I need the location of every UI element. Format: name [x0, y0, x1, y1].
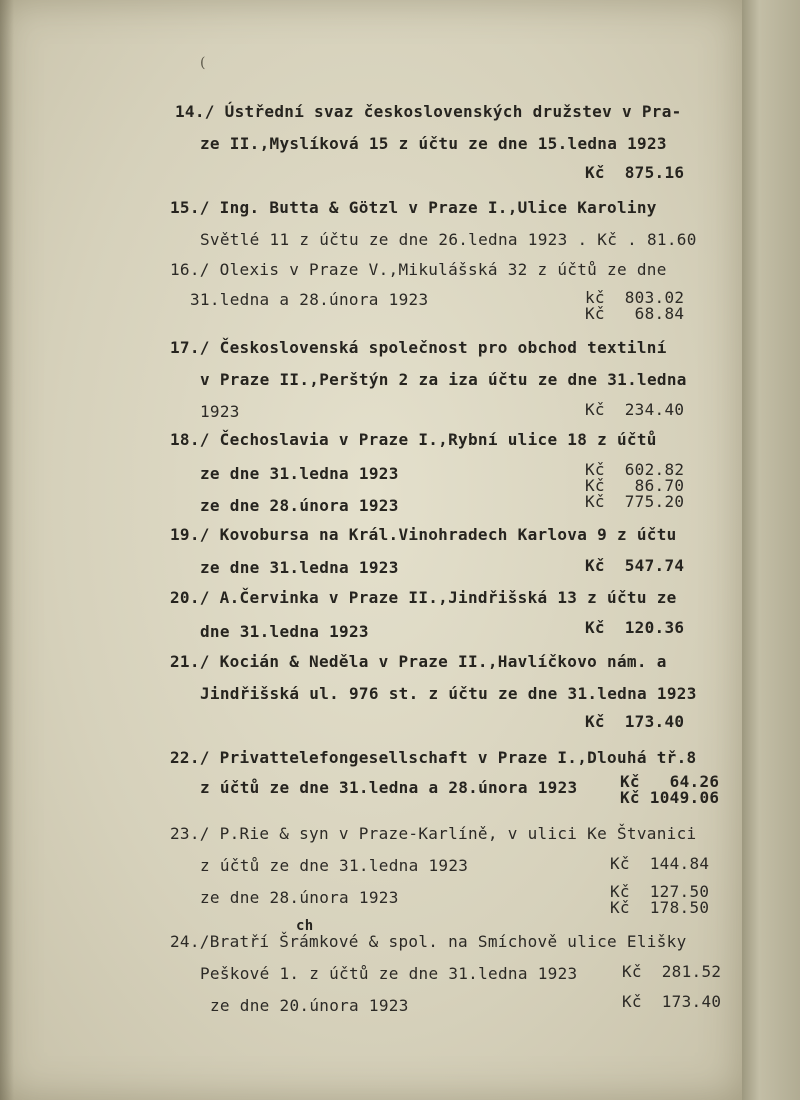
entry-21-line-2: Jindřišská ul. 976 st. z účtu ze dne 31.ledna 1923: [200, 684, 697, 703]
entry-15-line-1: 15./ Ing. Butta & Götzl v Praze I.,Ulice Karoliny: [170, 198, 657, 217]
entry-17-line-2: v Praze II.,Perštýn 2 za iza účtu ze dne 31.ledna: [200, 370, 687, 389]
page-left-shadow: [0, 0, 14, 1100]
entry-14-amount: Kč 875.16: [585, 163, 685, 182]
entry-19-amount: Kč 547.74: [585, 556, 685, 575]
entry-21-amount: Kč 173.40: [585, 712, 685, 731]
entry-24-line-1: 24./Bratří Šrámkové & spol. na Smíchově ulice Elišky: [170, 932, 687, 951]
entry-21-line-1: 21./ Kocián & Neděla v Praze II.,Havlíčkovo nám. a: [170, 652, 667, 671]
entry-16-amount-1: kč 803.02: [585, 288, 685, 307]
entry-18-line-1: 18./ Čechoslavia v Praze I.,Rybní ulice 18 z účtů: [170, 430, 657, 449]
entry-18-amount-2: Kč 86.70: [585, 476, 685, 495]
entry-15-line-2: Světlé 11 z účtu ze dne 26.ledna 1923 . Kč . 81.60: [200, 230, 697, 249]
entry-23-line-3: ze dne 28.února 1923: [200, 888, 399, 907]
entry-16-line-1: 16./ Olexis v Praze V.,Mikulášská 32 z účtů ze dne: [170, 260, 667, 279]
entry-19-line-2: ze dne 31.ledna 1923: [200, 558, 399, 577]
entry-23-amount-3: Kč 178.50: [610, 898, 710, 917]
entry-23-line-2: z účtů ze dne 31.ledna 1923: [200, 856, 469, 875]
entry-18-line-3: ze dne 28.února 1923: [200, 496, 399, 515]
page-mark: (: [200, 55, 206, 71]
entry-24-line-3: ze dne 20.února 1923: [210, 996, 409, 1015]
entry-24-amount-1: Kč 281.52: [622, 962, 722, 981]
entry-23-amount-1: Kč 144.84: [610, 854, 710, 873]
entry-14-line-2: ze II.,Myslíková 15 z účtu ze dne 15.ledna 1923: [200, 134, 667, 153]
entry-19-line-1: 19./ Kovobursa na Král.Vinohradech Karlova 9 z účtu: [170, 525, 677, 544]
entry-20-amount: Kč 120.36: [585, 618, 685, 637]
entry-23-amount-2: Kč 127.50: [610, 882, 710, 901]
entry-18-amount-3: Kč 775.20: [585, 492, 685, 511]
entry-20-line-1: 20./ A.Červinka v Praze II.,Jindřišská 13 z účtu ze: [170, 588, 677, 607]
entry-22-amount-1: Kč 64.26: [620, 772, 720, 791]
entry-24-superscript: ch: [296, 918, 314, 934]
entry-17-line-1: 17./ Československá společnost pro obchod textilní: [170, 338, 667, 357]
entry-22-line-2: z účtů ze dne 31.ledna a 28.února 1923: [200, 778, 578, 797]
entry-17-line-3: 1923: [200, 402, 240, 421]
entry-18-line-2: ze dne 31.ledna 1923: [200, 464, 399, 483]
entry-24-line-2: Peškové 1. z účtů ze dne 31.ledna 1923: [200, 964, 578, 983]
entry-22-line-1: 22./ Privattelefongesellschaft v Praze I.,Dlouhá tř.8: [170, 748, 697, 767]
entry-16-amount-2: Kč 68.84: [585, 304, 685, 323]
entry-23-line-1: 23./ P.Rie & syn v Praze-Karlíně, v ulici Ke Štvanici: [170, 824, 697, 843]
entry-17-amount: Kč 234.40: [585, 400, 685, 419]
entry-16-line-2: 31.ledna a 28.února 1923: [190, 290, 429, 309]
entry-14-line-1: 14./ Ústřední svaz československých družstev v Pra-: [175, 102, 682, 121]
entry-22-amount-2: Kč 1049.06: [620, 788, 720, 807]
page-right-edge: [742, 0, 800, 1100]
entry-24-amount-2: Kč 173.40: [622, 992, 722, 1011]
entry-20-line-2: dne 31.ledna 1923: [200, 622, 369, 641]
entry-18-amount-1: Kč 602.82: [585, 460, 685, 479]
